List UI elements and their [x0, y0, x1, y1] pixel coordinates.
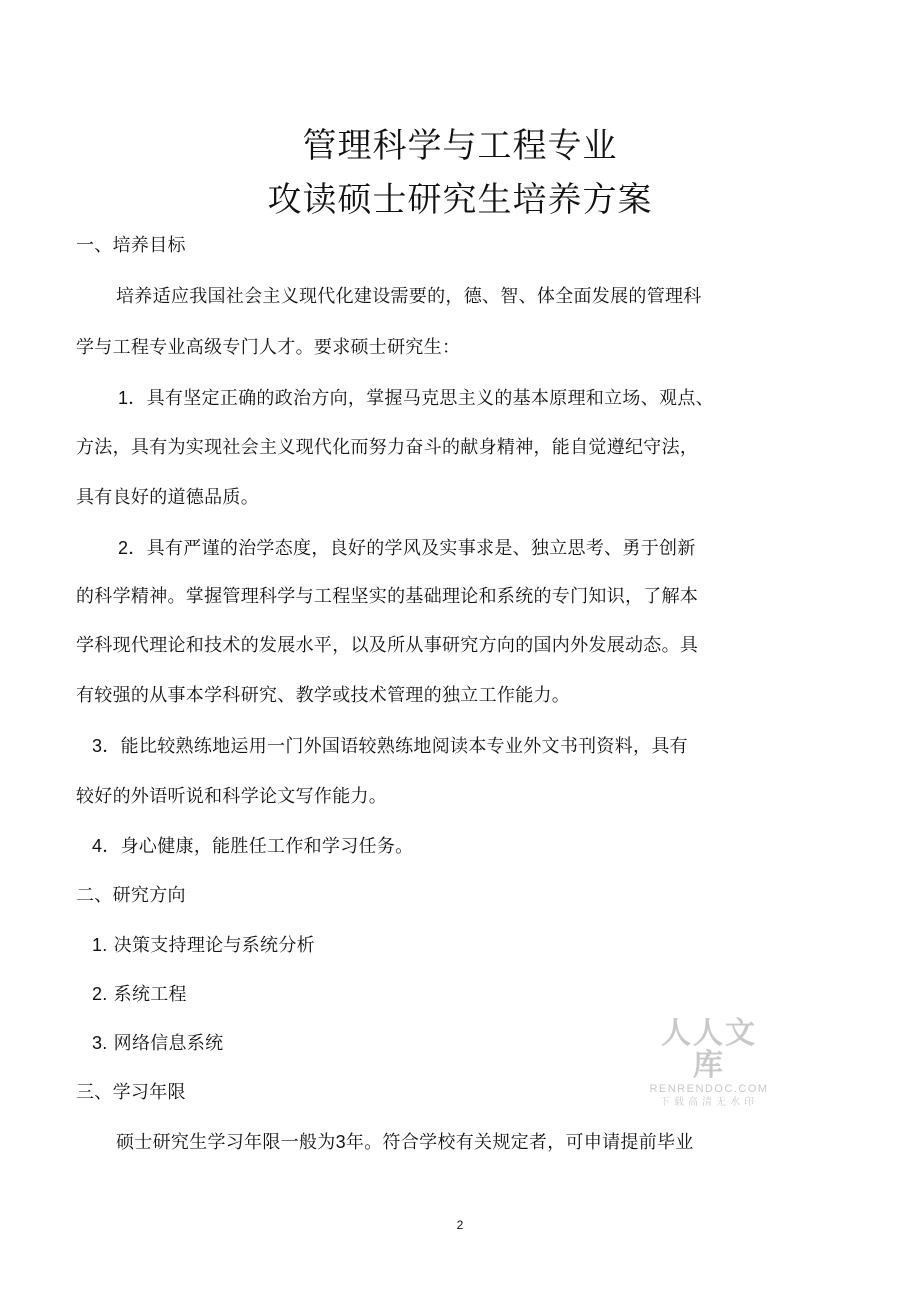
requirement-2-line-1: [118, 536, 696, 561]
requirement-4-text: 身心健康，能胜任工作和学习任务。: [120, 836, 414, 857]
watermark-tagline: 下载高清无水印: [660, 1097, 758, 1108]
research-item-2-text: 系统工程: [113, 984, 187, 1005]
watermark-main-text: 人人文库: [661, 1016, 757, 1083]
requirement-2-number: 2．: [118, 538, 147, 558]
requirement-3-text: 能比较熟练地运用一门外国语较熟练地阅读本专业外文书刊资料，具有: [120, 736, 688, 757]
watermark-logo: [646, 1018, 772, 1110]
research-item-2: [92, 982, 187, 1007]
requirement-1-line-2: 方法，具有为实现社会主义现代化而努力奋斗的献身精神，能自觉遵纪守法，: [76, 437, 699, 458]
goal-intro-line-2: 学与工程专业高级专门人才。要求硕士研究生：: [76, 337, 461, 358]
research-item-1: [92, 933, 315, 958]
requirement-1-line-3: 具有良好的道德品质。: [76, 487, 259, 508]
requirement-3-number: 3．: [92, 736, 121, 756]
research-item-3-text: 网络信息系统: [113, 1033, 224, 1054]
page-number: 2: [456, 1218, 464, 1232]
requirement-2-line-4: 有较强的从事本学科研究、教学或技术管理的独立工作能力。: [76, 685, 571, 706]
duration-paragraph: [116, 1130, 694, 1155]
goal-intro-line-1: 培养适应我国社会主义现代化建设需要的，德、智、体全面发展的管理科: [116, 286, 702, 307]
requirement-3-line-1: [92, 734, 688, 759]
requirement-2-line-3: 学科现代理论和技术的发展水平，以及所从事研究方向的国内外发展动态。具: [76, 635, 699, 656]
requirement-4-number: 4．: [92, 836, 121, 856]
duration-text-after: 年。符合学校有关规定者，可申请提前毕业: [345, 1132, 694, 1153]
section-heading-research: 二、研究方向: [76, 885, 186, 906]
research-item-2-number: 2.: [92, 984, 108, 1004]
section-heading-goal: 一、培养目标: [76, 235, 186, 256]
requirement-1-text: 具有坚定正确的政治方向，掌握马克思主义的基本原理和立场、观点、: [146, 388, 714, 409]
section-heading-duration: 三、学习年限: [76, 1082, 186, 1103]
duration-text-before: 硕士研究生学习年限一般为: [116, 1132, 336, 1153]
requirement-1-number: 1．: [118, 388, 147, 408]
title-line-2: 攻读硕士研究生培养方案: [267, 180, 653, 220]
requirement-2-text: 具有严谨的治学态度，良好的学风及实事求是、独立思考、勇于创新: [146, 538, 696, 559]
requirement-2-line-2: 的科学精神。掌握管理科学与工程坚实的基础理论和系统的专门知识，了解本: [76, 586, 699, 607]
requirement-4-line-1: [92, 834, 413, 859]
requirement-1-line-1: [118, 386, 714, 411]
duration-years: 3: [335, 1132, 346, 1152]
title-line-1: 管理科学与工程专业: [302, 126, 618, 166]
requirement-3-line-2: 较好的外语听说和科学论文写作能力。: [76, 786, 388, 807]
research-item-1-text: 决策支持理论与系统分析: [113, 935, 315, 956]
watermark-domain: RENRENDOC.COM: [649, 1083, 769, 1095]
research-item-1-number: 1.: [92, 935, 108, 955]
research-item-3-number: 3.: [92, 1033, 108, 1053]
research-item-3: [92, 1031, 223, 1056]
